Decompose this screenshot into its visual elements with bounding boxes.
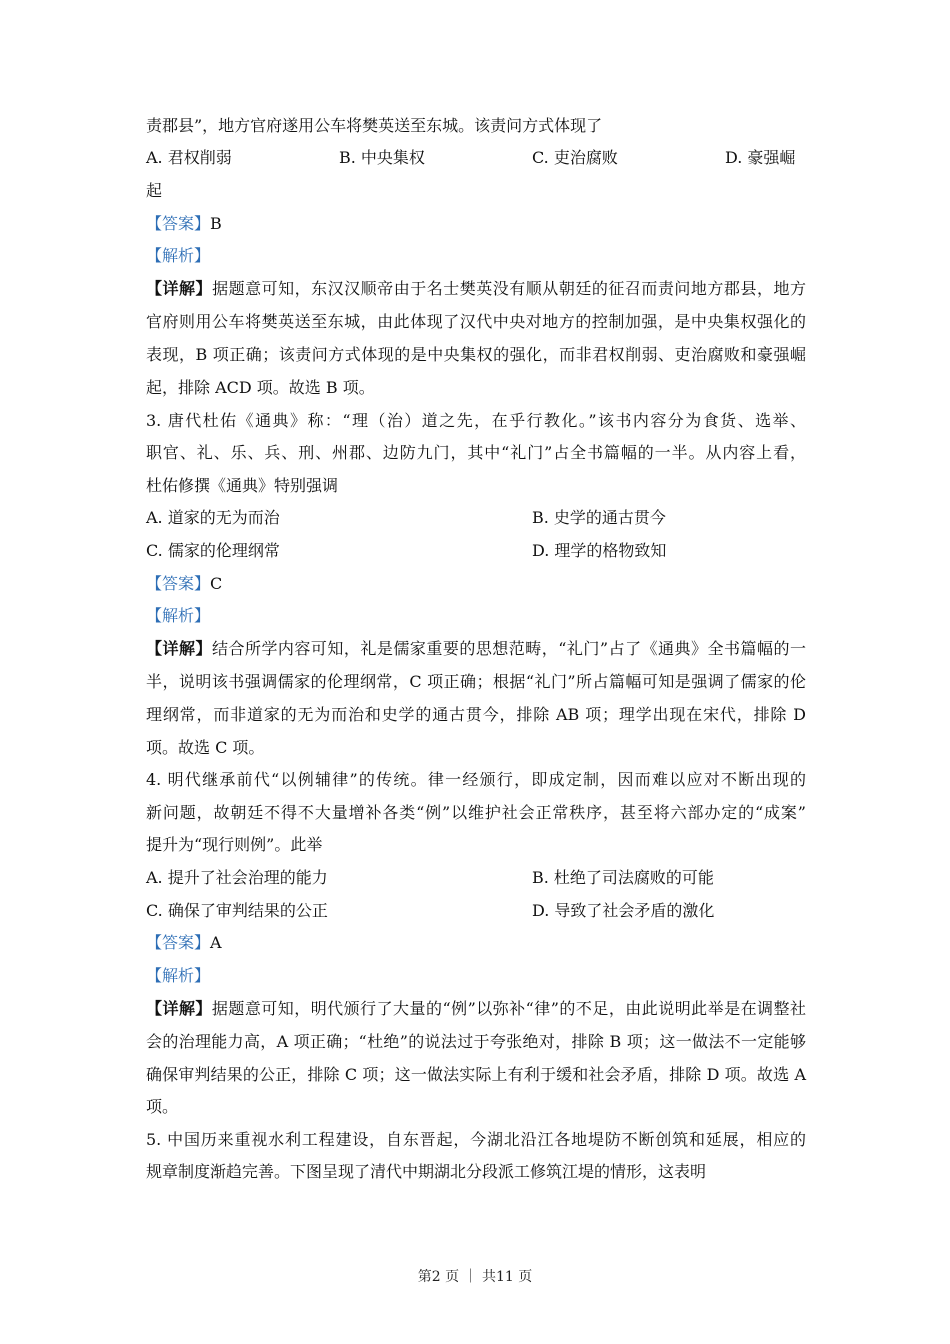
detail-tag: 【详解】 [146, 279, 213, 298]
q4-option-b: B. 杜绝了司法腐败的可能 [532, 868, 714, 887]
q2-answer-row [146, 214, 806, 234]
q4-stem-line-3: 提升为“现行则例”。此举 [146, 835, 323, 854]
q3-option-a: A. 道家的无为而治 [146, 508, 280, 527]
q4-detail-line-4: 项。 [146, 1097, 179, 1116]
answer-value: A [210, 933, 222, 952]
page-number-footer: 第2 页 ｜ 共11 页 [417, 1269, 533, 1285]
detail-tag: 【详解】 [146, 999, 212, 1018]
answer-tag: 【答案】 [146, 933, 211, 952]
q3-answer-row [146, 574, 806, 594]
q5-stem-line-2: 规章制度渐趋完善。下图呈现了清代中期湖北分段派工修筑江堤的情形，这表明 [146, 1162, 707, 1181]
q2-analysis-tag: 【解析】 [146, 246, 211, 265]
q3-stem-line-3: 杜佑修撰《通典》特别强调 [146, 476, 339, 495]
q3-detail-line-3: 理纲常，而非道家的无为而治和史学的通古贯今，排除 AB 项；理学出现在宋代，排除 D [146, 705, 806, 724]
q3-option-c: C. 儒家的伦理纲常 [146, 541, 280, 560]
q3-stem-line-1: 3. 唐代杜佑《通典》称：“理（治）道之先，在乎行教化。”该书内容分为食货、选举、 [146, 411, 806, 430]
detail-tag: 【详解】 [146, 639, 212, 658]
q2-option-c: C. 吏治腐败 [532, 148, 618, 167]
q3-option-b: B. 史学的通古贯今 [532, 508, 666, 527]
q2-detail-line-4: 起，排除 ACD 项。故选 B 项。 [146, 378, 375, 397]
q4-detail-line-2: 会的治理能力高，A 项正确；“杜绝”的说法过于夸张绝对，排除 B 项；这一做法不一定能够 [146, 1032, 806, 1051]
q5-stem-line-1: 5. 中国历来重视水利工程建设，自东晋起，今湖北沿江各地堤防不断创筑和延展，相应的 [146, 1130, 806, 1149]
q2-option-d: D. 豪强崛 [725, 148, 796, 167]
q2-detail-line-2: 官府则用公车将樊英送至东城，由此体现了汉代中央对地方的控制加强，是中央集权强化的 [146, 312, 806, 331]
q3-detail-line-1: 【详解】结合所学内容可知，礼是儒家重要的思想范畴，“礼门”占了《通典》全书篇幅的一 [146, 639, 806, 658]
answer-tag: 【答案】 [146, 574, 211, 593]
answer-value: C [210, 574, 223, 593]
q4-answer-row [146, 933, 806, 953]
q3-stem-line-2: 职官、礼、乐、兵、刑、州郡、边防九门，其中“礼门”占全书篇幅的一半。从内容上看， [146, 443, 806, 462]
q3-detail-line-4: 项。故选 C 项。 [146, 738, 265, 757]
answer-tag: 【答案】 [146, 214, 211, 233]
q3-detail-line-2: 半，说明该书强调儒家的伦理纲常，C 项正确；根据“礼门”所占篇幅可知是强调了儒家的伦 [146, 672, 806, 691]
q4-stem-line-2: 新问题，故朝廷不得不大量增补各类“例”以维护社会正常秩序，甚至将六部办定的“成案” [146, 803, 806, 822]
answer-value: B [210, 214, 222, 233]
q3-option-d: D. 理学的格物致知 [532, 541, 667, 560]
q2-stem-tail: 责郡县”，地方官府遂用公车将樊英送至东城。该责问方式体现了 [146, 116, 603, 135]
q2-option-d-wrap: 起 [146, 181, 163, 200]
q2-option-b: B. 中央集权 [339, 148, 425, 167]
q4-option-a: A. 提升了社会治理的能力 [146, 868, 328, 887]
q3-analysis-tag: 【解析】 [146, 606, 211, 625]
q4-analysis-tag: 【解析】 [146, 966, 211, 985]
q4-detail-line-3: 确保审判结果的公正，排除 C 项；这一做法实际上有利于缓和社会矛盾，排除 D 项。故选 A [146, 1065, 806, 1084]
q4-option-c: C. 确保了审判结果的公正 [146, 901, 328, 920]
q4-stem-line-1: 4. 明代继承前代“以例辅律”的传统。律一经颁行，即成定制，因而难以应对不断出现的 [146, 770, 806, 789]
q4-detail-line-1: 【详解】据题意可知，明代颁行了大量的“例”以弥补“律”的不足，由此说明此举是在调整社 [146, 999, 806, 1018]
q2-option-a: A. 君权削弱 [146, 148, 232, 167]
q4-option-d: D. 导致了社会矛盾的激化 [532, 901, 715, 920]
q2-detail-line-1: 【详解】据题意可知，东汉汉顺帝由于名士樊英没有顺从朝廷的征召而责问地方郡县，地方 [146, 279, 806, 298]
q2-detail-line-3: 表现，B 项正确；该责问方式体现的是中央集权的强化，而非君权削弱、吏治腐败和豪强崛 [146, 345, 806, 364]
